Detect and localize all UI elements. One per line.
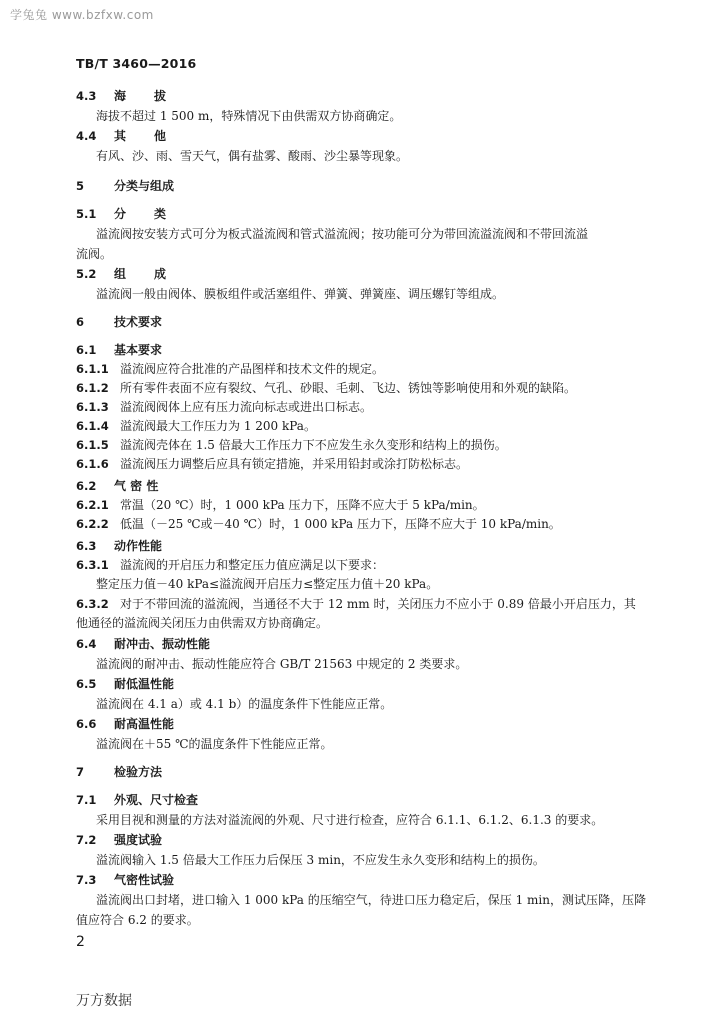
section-heading: [76, 342, 162, 358]
clause-text: 溢流阀的耐冲击、振动性能应符合 GB/T 21563 中规定的 2 类要求。: [96, 657, 468, 671]
clause-number: 7: [76, 765, 85, 779]
paragraph-line: [96, 852, 545, 868]
clause-text: 常温（20 ℃）时，1 000 kPa 压力下，压降不应大于 5 kPa/min。: [120, 498, 485, 512]
paragraph-line: [96, 696, 392, 712]
paragraph-line: [96, 892, 646, 908]
section-title: 耐高温性能: [114, 717, 175, 731]
section-title: 海 拔: [114, 89, 175, 103]
clause-number: 6.1: [76, 343, 97, 357]
section-heading: [76, 178, 174, 194]
section-title: 强度试验: [114, 833, 163, 847]
paragraph-line: [96, 286, 504, 302]
clause-text: 溢流阀壳体在 1.5 倍最大工作压力下不应发生永久变形和结构上的损伤。: [120, 438, 507, 452]
clause-number: 6.2.1: [76, 498, 109, 512]
clause-number: 6.1.4: [76, 419, 109, 433]
section-heading: [76, 478, 158, 494]
clause-item: [76, 456, 468, 472]
clause-number: 6: [76, 315, 85, 329]
paragraph-line: [96, 812, 603, 828]
clause-item: [76, 596, 636, 612]
clause-text: 溢流阀输入 1.5 倍最大工作压力后保压 3 min，不应发生永久变形和结构上的损伤。: [96, 853, 545, 867]
paragraph-line: [96, 226, 588, 242]
section-title: 外观、尺寸检查: [114, 793, 199, 807]
paragraph-line: [96, 576, 438, 592]
clause-text: 溢流阀最大工作压力为 1 200 kPa。: [120, 419, 316, 433]
section-heading: [76, 538, 162, 554]
section-title: 检验方法: [114, 765, 163, 779]
section-title: 组 成: [114, 267, 175, 281]
clause-number: 7.3: [76, 873, 97, 887]
watermark-publisher: 万方数据: [76, 993, 132, 1009]
section-heading: [76, 832, 162, 848]
clause-item: [76, 557, 384, 573]
clause-number: 5: [76, 179, 85, 193]
clause-text: 溢流阀出口封堵，进口输入 1 000 kPa 的压缩空气，待进口压力稳定后，保压 1 min，测试压降，压降: [96, 893, 646, 907]
clause-number: 6.1.6: [76, 457, 109, 471]
clause-text: 他通径的溢流阀关闭压力由供需双方协商确定。: [76, 616, 329, 630]
section-heading: [76, 764, 162, 780]
clause-number: 6.1.3: [76, 400, 109, 414]
section-title: 分类与组成: [114, 179, 175, 193]
clause-number: 6.1.1: [76, 362, 109, 376]
clause-number: 6.3.2: [76, 597, 109, 611]
clause-number: 6.5: [76, 677, 97, 691]
clause-text: 溢流阀按安装方式可分为板式溢流阀和管式溢流阀；按功能可分为带回流溢流阀和不带回流溢: [96, 227, 589, 241]
clause-item: [76, 516, 561, 532]
clause-item: [76, 399, 372, 415]
section-heading: [76, 128, 174, 144]
watermark-site: 学兔兔 www.bzfxw.com: [10, 8, 154, 22]
clause-text: 对于不带回流的溢流阀，当通径不大于 12 mm 时，关闭压力不应小于 0.89 倍最小开启压力，其: [120, 597, 636, 611]
section-title: 耐低温性能: [114, 677, 175, 691]
clause-text: 溢流阀一般由阀体、膜板组件或活塞组件、弹簧、弹簧座、调压螺钉等组成。: [96, 287, 505, 301]
paragraph-line: [96, 736, 333, 752]
standard-code-header: TB/T 3460—2016: [76, 56, 197, 71]
paragraph-line: [76, 912, 199, 928]
clause-text: 所有零件表面不应有裂纹、气孔、砂眼、毛刺、飞边、锈蚀等影响使用和外观的缺陷。: [120, 381, 577, 395]
paragraph-line: [96, 148, 408, 164]
section-heading: [76, 206, 174, 222]
clause-number: 6.3.1: [76, 558, 109, 572]
clause-text: 值应符合 6.2 的要求。: [76, 913, 199, 927]
section-heading: [76, 88, 174, 104]
clause-number: 6.1.5: [76, 438, 109, 452]
paragraph-line: [96, 656, 467, 672]
section-heading: [76, 716, 174, 732]
clause-text: 海拔不超过 1 500 m，特殊情况下由供需双方协商确定。: [96, 109, 402, 123]
clause-number: 6.6: [76, 717, 97, 731]
clause-text: 整定压力值－40 kPa≤溢流阀开启压力≤整定压力值＋20 kPa。: [96, 577, 439, 591]
section-title: 气密性试验: [114, 873, 175, 887]
section-title: 耐冲击、振动性能: [114, 637, 211, 651]
clause-number: 5.1: [76, 207, 97, 221]
paragraph-line: [76, 615, 328, 631]
paragraph-line: [96, 108, 401, 124]
section-title: 其 他: [114, 129, 175, 143]
section-heading: [76, 792, 198, 808]
page-number: 2: [76, 934, 85, 950]
section-heading: [76, 636, 210, 652]
clause-text: 流阀。: [76, 247, 113, 261]
section-title: 分 类: [114, 207, 175, 221]
clause-number: 5.2: [76, 267, 97, 281]
section-heading: [76, 266, 174, 282]
clause-text: 溢流阀阀体上应有压力流向标志或进出口标志。: [120, 400, 373, 414]
clause-item: [76, 380, 576, 396]
section-heading: [76, 676, 174, 692]
clause-text: 有风、沙、雨、雪天气，偶有盐雾、酸雨、沙尘暴等现象。: [96, 149, 409, 163]
clause-item: [76, 418, 316, 434]
clause-text: 溢流阀压力调整后应具有锁定措施，并采用铅封或涂打防松标志。: [120, 457, 469, 471]
clause-item: [76, 497, 485, 513]
clause-number: 6.2: [76, 479, 97, 493]
clause-item: [76, 361, 384, 377]
clause-item: [76, 437, 507, 453]
clause-text: 采用目视和测量的方法对溢流阀的外观、尺寸进行检查，应符合 6.1.1、6.1.2、6.1.3 的要求。: [96, 813, 604, 827]
clause-number: 6.3: [76, 539, 97, 553]
clause-number: 7.1: [76, 793, 97, 807]
paragraph-line: [76, 246, 112, 262]
clause-text: 溢流阀在＋55 ℃的温度条件下性能应正常。: [96, 737, 333, 751]
section-title: 基本要求: [114, 343, 163, 357]
clause-number: 7.2: [76, 833, 97, 847]
clause-number: 6.2.2: [76, 517, 109, 531]
clause-number: 6.4: [76, 637, 97, 651]
clause-number: 6.1.2: [76, 381, 109, 395]
clause-number: 4.3: [76, 89, 97, 103]
section-title: 气 密 性: [114, 479, 159, 493]
clause-text: 低温（－25 ℃或－40 ℃）时，1 000 kPa 压力下，压降不应大于 10 kPa/min。: [120, 517, 561, 531]
clause-text: 溢流阀应符合批准的产品图样和技术文件的规定。: [120, 362, 385, 376]
clause-text: 溢流阀在 4.1 a）或 4.1 b）的温度条件下性能应正常。: [96, 697, 393, 711]
section-heading: [76, 314, 162, 330]
section-title: 动作性能: [114, 539, 163, 553]
section-heading: [76, 872, 174, 888]
clause-number: 4.4: [76, 129, 97, 143]
clause-text: 溢流阀的开启压力和整定压力值应满足以下要求：: [120, 558, 385, 572]
section-title: 技术要求: [114, 315, 163, 329]
